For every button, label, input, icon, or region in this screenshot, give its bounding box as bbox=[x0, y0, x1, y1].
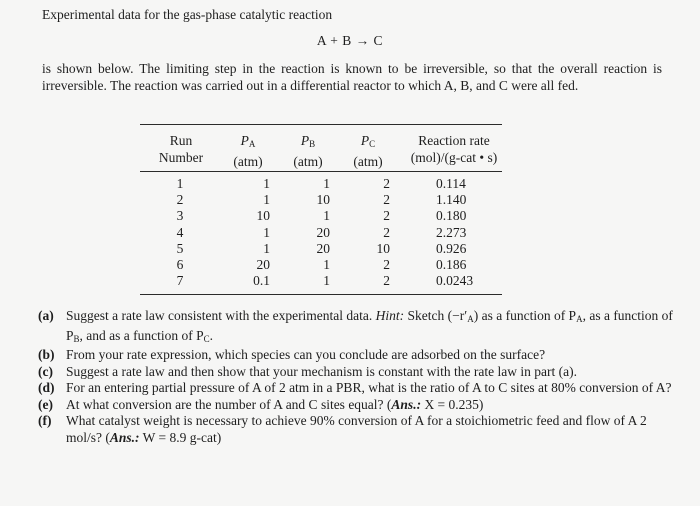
pb-cell: 20 bbox=[316, 224, 330, 240]
question-text: From your rate expression, which species can you conclude are adsorbed on the surface? bbox=[66, 347, 546, 362]
question-text: What catalyst weight is necessary to achieve 90% conversion of A for a stoichiometric feed and flow of A 2 mol/s? (Ans.: W = 8.9 g-cat) bbox=[66, 413, 647, 445]
pc-cell: 2 bbox=[383, 192, 390, 208]
question-f bbox=[38, 413, 678, 446]
question-text: For an entering partial pressure of A of 2 atm in a PBR, what is the ratio of A to C sites at 80% conversion of A? bbox=[66, 380, 672, 395]
rate-cell: 0.0243 bbox=[436, 273, 474, 289]
column-pa bbox=[236, 176, 276, 289]
question-e bbox=[38, 397, 678, 414]
header-pb-unit: (atm) bbox=[293, 154, 323, 169]
pa-cell: 1 bbox=[263, 240, 270, 256]
question-label: (b) bbox=[38, 347, 55, 362]
table-top-rule bbox=[140, 124, 502, 125]
run-cell: 2 bbox=[176, 192, 184, 208]
pa-cell: 20 bbox=[256, 256, 270, 272]
question-label: (a) bbox=[38, 308, 54, 323]
pb-cell: 1 bbox=[323, 256, 330, 272]
pb-cell: 20 bbox=[316, 240, 330, 256]
question-label: (c) bbox=[38, 363, 53, 379]
header-rate-line2: (mol)/(g-cat • s) bbox=[410, 150, 498, 165]
run-cell: 4 bbox=[176, 224, 184, 240]
header-rate bbox=[402, 132, 506, 166]
question-a bbox=[38, 308, 678, 347]
run-cell: 6 bbox=[176, 256, 184, 272]
question-text: At what conversion are the number of A and C sites equal? (Ans.: X = 0.235) bbox=[66, 396, 484, 412]
header-run-line2: Number bbox=[158, 150, 204, 165]
rate-cell: 2.273 bbox=[436, 224, 467, 240]
problem-description: is shown below. The limiting step in the reaction is known to be irreversible, so that the overall reaction is irreversible. The reaction was carried out in a differential reactor to which A, B, and C were all fed. bbox=[42, 61, 662, 93]
pa-cell: 0.1 bbox=[253, 273, 270, 289]
run-cell: 7 bbox=[176, 273, 184, 289]
rate-cell: 0.186 bbox=[436, 256, 467, 272]
pa-cell: 1 bbox=[263, 176, 270, 191]
question-text: Suggest a rate law and then show that your mechanism is constant with the rate law in part (a). bbox=[66, 363, 577, 379]
pb-cell: 1 bbox=[323, 176, 330, 191]
column-pc bbox=[356, 176, 396, 289]
table-bottom-rule bbox=[140, 294, 502, 295]
pc-cell: 2 bbox=[383, 176, 390, 191]
reaction-equation: A + B → C bbox=[316, 33, 384, 48]
header-pa-unit: (atm) bbox=[233, 154, 263, 169]
rate-cell: 1.140 bbox=[436, 192, 467, 208]
header-pc-symbol: $P_C$ bbox=[360, 133, 376, 149]
rate-cell: 0.114 bbox=[436, 176, 466, 191]
header-pc bbox=[346, 132, 390, 170]
column-pb bbox=[296, 176, 336, 289]
question-label: (e) bbox=[38, 396, 53, 412]
question-label: (d) bbox=[38, 380, 55, 395]
header-pb-symbol: $P_B$ bbox=[300, 133, 316, 149]
run-cell: 3 bbox=[176, 208, 184, 224]
pc-cell: 10 bbox=[376, 240, 390, 256]
pa-cell: 1 bbox=[263, 192, 270, 208]
header-pa bbox=[226, 132, 270, 170]
header-pc-unit: (atm) bbox=[353, 154, 383, 169]
pa-cell: 10 bbox=[256, 208, 270, 224]
rate-cell: 0.180 bbox=[436, 208, 467, 224]
intro-text: Experimental data for the gas-phase catalytic reaction bbox=[42, 7, 333, 22]
question-list bbox=[38, 308, 678, 446]
header-run bbox=[154, 132, 208, 166]
column-run bbox=[170, 176, 190, 289]
pb-cell: 1 bbox=[323, 208, 330, 224]
question-label: (f) bbox=[38, 413, 52, 428]
question-d bbox=[38, 380, 678, 397]
header-pb bbox=[286, 132, 330, 170]
column-rate bbox=[436, 176, 496, 289]
pc-cell: 2 bbox=[383, 208, 390, 224]
header-rate-line1: Reaction rate bbox=[418, 133, 490, 148]
pc-cell: 2 bbox=[383, 273, 390, 289]
pc-cell: 2 bbox=[383, 224, 390, 240]
header-pa-symbol: $P_A$ bbox=[240, 133, 256, 149]
run-cell: 5 bbox=[176, 240, 184, 256]
question-c bbox=[38, 364, 678, 381]
question-b bbox=[38, 347, 678, 364]
pb-cell: 10 bbox=[316, 192, 330, 208]
pc-cell: 2 bbox=[383, 256, 390, 272]
question-text: Suggest a rate law consistent with the experimental data. Hint: Sketch $(-r'_A)$ as a function of $P_A$, as a function of $P_B$, and as a function of $P_C$. bbox=[66, 308, 673, 344]
header-run-line1: Run bbox=[169, 133, 193, 148]
rate-cell: 0.926 bbox=[436, 240, 467, 256]
table-header-rule bbox=[140, 171, 502, 172]
pb-cell: 1 bbox=[323, 273, 330, 289]
pa-cell: 1 bbox=[263, 224, 270, 240]
run-cell: 1 bbox=[176, 176, 184, 191]
